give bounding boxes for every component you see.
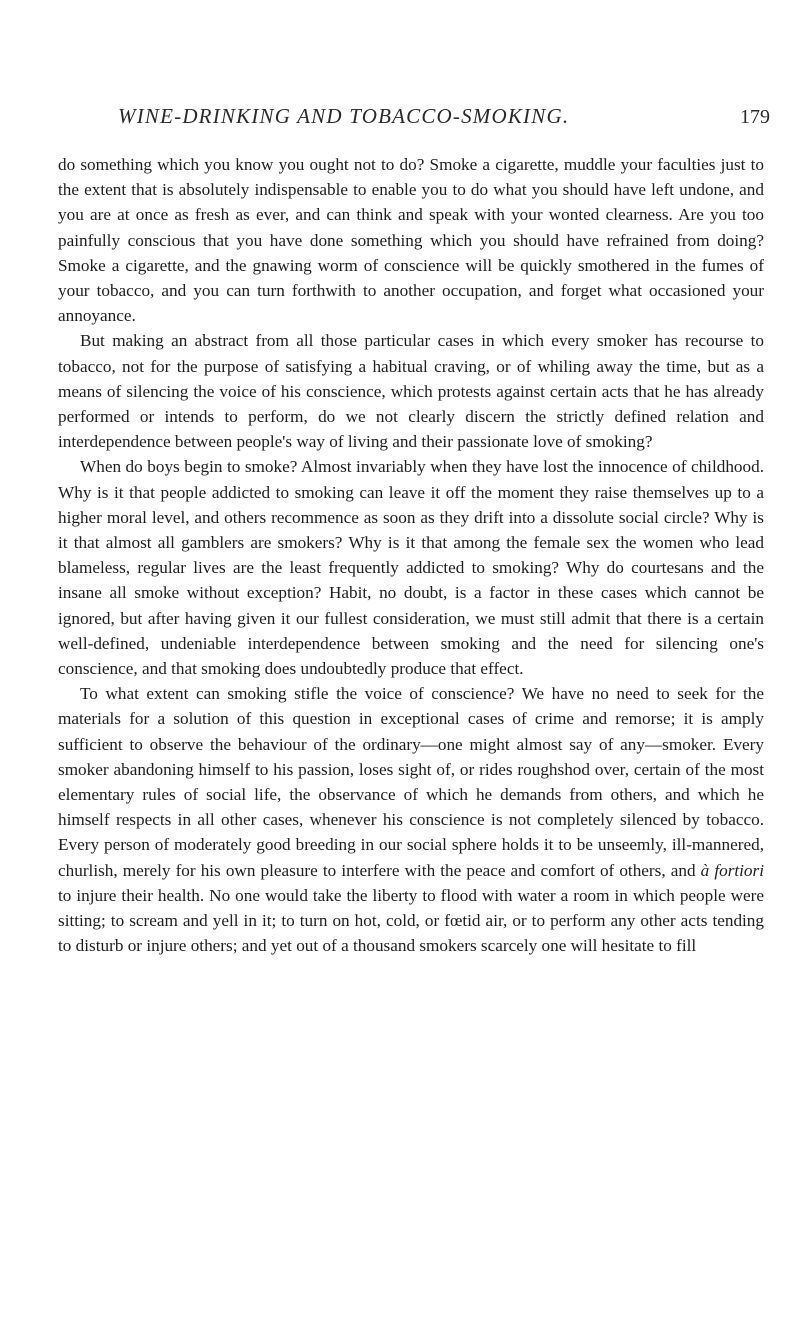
running-title: WINE-DRINKING AND TOBACCO-SMOKING. [118,104,570,128]
page-number: 179 [740,106,770,128]
paragraph-4-text-before-italic: To what extent can smoking stifle the voice of conscience? We have no need to seek for the materials for a solution of this question in exceptional cases of crime and remorse; it is amply sufficient to observe the behaviour of the ordinary—one might almost say of any—smoker. Every smoker abandoning himself to his passion, loses sight of, or rides roughshod over, certain of the most elementary rules of social life, the observance of which he demands from others, and which he himself respects in all other cases, whenever his conscience is not completely silenced by tobacco. Every person of moderately good breeding in our social sphere holds it to be unseemly, ill-mannered, churlish, merely for his own pleasure to interfere with the peace and comfort of others, and [58,684,764,880]
paragraph-1: do something which you know you ought not to do? Smoke a cigarette, muddle your faculties just to the extent that is absolutely indispensable to enable you to do what you should have left undone, and you are at once as fresh as ever, and can think and speak with your wonted clearness. Are you too painfully conscious that you have done something which you should have refrained from doing? Smoke a cigarette, and the gnawing worm of conscience will be quickly smothered in the fumes of your tobacco, and you can turn forthwith to another occupation, and forget what occasioned your annoyance. [58,155,764,326]
paragraph-4 [58,681,764,958]
paragraph-3: When do boys begin to smoke? Almost invariably when they have lost the innocence of childhood. Why is it that people addicted to smoking can leave it off the moment they raise themselves up to a higher moral level, and others recommence as soon as they drift into a dissolute social circle? Why is it that almost all gamblers are smokers? Why is it that among the female sex the women who lead blameless, regular lives are the least frequently addicted to smoking? Why do courtesans and the insane all smoke without exception? Habit, no doubt, is a factor in these cases which cannot be ignored, but after having given it our fullest consideration, we must still admit that there is a certain well-defined, undeniable interdependence between smoking and the need for silencing one's conscience, and that smoking does undoubtedly produce that effect. [58,457,764,679]
paragraph-2: But making an abstract from all those particular cases in which every smoker has recourse to tobacco, not for the purpose of satisfying a habitual craving, or of whiling away the time, but as a means of silencing the voice of his conscience, which protests against certain acts that he has already performed or intends to perform, do we not clearly discern the strictly defined relation and interdependence between people's way of living and their passionate love of smoking? [58,331,764,452]
body-text [58,152,764,959]
running-head [0,104,800,134]
italic-phrase: à fortiori [700,860,764,880]
paragraph-4-text-after-italic: to injure their health. No one would take the liberty to flood with water a room in which people were sitting; to scream and yell in it; to turn on hot, cold, or fœtid air, or to perform any other acts tending to disturb or injure others; and yet out of a thousand smokers scarcely one will hesitate to fill [58,885,764,956]
